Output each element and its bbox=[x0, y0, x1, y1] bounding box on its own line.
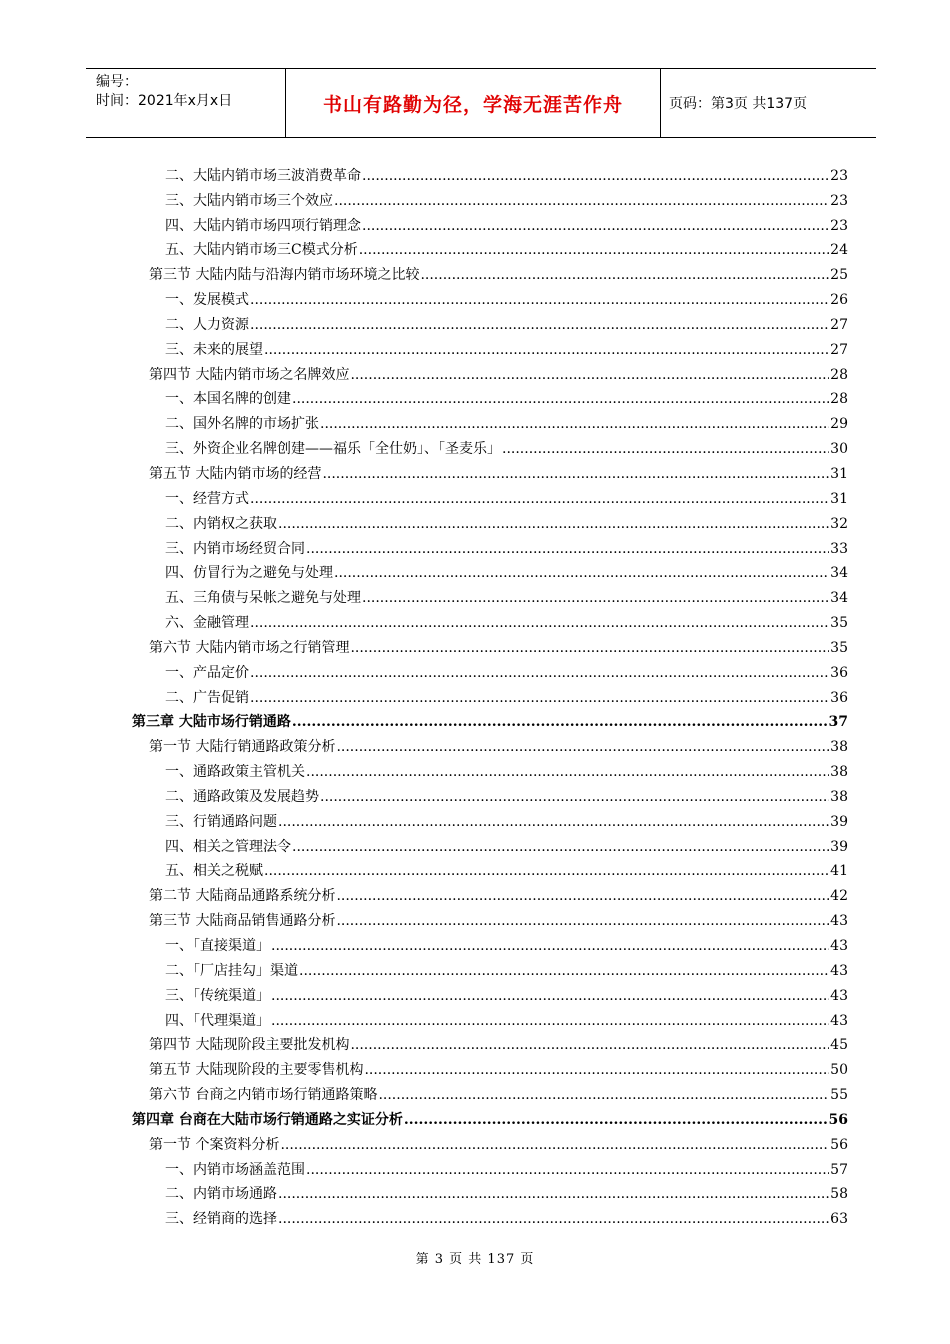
toc-entry-title: 三、外资企业名牌创建——福乐「全仕奶」、「圣麦乐」 bbox=[165, 441, 501, 458]
toc-entry[interactable] bbox=[132, 831, 848, 856]
toc-entry[interactable] bbox=[132, 433, 848, 458]
toc-dot-leader bbox=[320, 788, 829, 806]
toc-entry-title: 二、人力资源 bbox=[165, 316, 249, 333]
header-motto: 书山有路勤为径，学海无涯苦作舟 bbox=[286, 69, 661, 137]
toc-entry-page: 41 bbox=[830, 863, 848, 880]
toc-entry-page: 23 bbox=[830, 192, 848, 209]
toc-dot-leader bbox=[350, 366, 829, 384]
header-time-label: 时间：2021年x月x日 bbox=[96, 93, 233, 109]
toc-dot-leader bbox=[404, 1111, 828, 1129]
toc-entry[interactable] bbox=[132, 756, 848, 781]
toc-dot-leader bbox=[336, 887, 829, 905]
header-meta bbox=[86, 69, 286, 137]
toc-entry-title: 一、本国名牌的创建 bbox=[165, 391, 291, 408]
toc-entry[interactable] bbox=[132, 1079, 848, 1104]
toc-entry-page: 43 bbox=[830, 1012, 848, 1029]
toc-entry[interactable] bbox=[132, 1005, 848, 1030]
toc-entry-title: 三、「传统渠道」 bbox=[165, 987, 270, 1004]
toc-entry[interactable] bbox=[132, 1030, 848, 1055]
toc-dot-leader bbox=[280, 1136, 829, 1154]
toc-entry-title: 三、内销市场经贸合同 bbox=[165, 540, 305, 557]
toc-entry[interactable] bbox=[132, 657, 848, 682]
toc-dot-leader bbox=[362, 217, 829, 235]
toc-entry-page: 56 bbox=[828, 1111, 848, 1128]
toc-entry-title: 第三章 大陆市场行销通路 bbox=[132, 714, 291, 731]
toc-entry[interactable] bbox=[132, 1154, 848, 1179]
toc-entry[interactable] bbox=[132, 582, 848, 607]
toc-entry-title: 二、国外名牌的市场扩张 bbox=[165, 416, 319, 433]
toc-entry[interactable] bbox=[132, 185, 848, 210]
toc-entry[interactable] bbox=[132, 632, 848, 657]
toc-entry-title: 二、内销权之获取 bbox=[165, 515, 277, 532]
toc-entry-title: 二、大陆内销市场三波消费革命 bbox=[165, 167, 361, 184]
toc-dot-leader bbox=[322, 465, 829, 483]
toc-dot-leader bbox=[320, 415, 829, 433]
toc-entry-title: 一、通路政策主管机关 bbox=[165, 764, 305, 781]
toc-dot-leader bbox=[292, 390, 829, 408]
toc-entry[interactable] bbox=[132, 334, 848, 359]
toc-entry-title: 四、仿冒行为之避免与处理 bbox=[165, 565, 333, 582]
toc-entry-title: 三、行销通路问题 bbox=[165, 813, 277, 830]
toc-entry[interactable] bbox=[132, 284, 848, 309]
toc-entry-page: 43 bbox=[830, 962, 848, 979]
toc-dot-leader bbox=[278, 813, 829, 831]
toc-entry-title: 三、经销商的选择 bbox=[165, 1211, 277, 1228]
toc-entry-title: 二、「厂店挂勾」渠道 bbox=[165, 962, 298, 979]
table-of-contents bbox=[132, 160, 848, 1228]
toc-entry-page: 34 bbox=[830, 590, 848, 607]
toc-entry-page: 43 bbox=[830, 938, 848, 954]
toc-entry[interactable] bbox=[132, 781, 848, 806]
toc-entry[interactable] bbox=[132, 1203, 848, 1228]
toc-entry-page: 28 bbox=[830, 391, 848, 408]
toc-dot-leader bbox=[362, 167, 829, 185]
toc-entry-page: 39 bbox=[830, 813, 848, 830]
toc-entry-title: 第一节 个案资料分析 bbox=[149, 1136, 280, 1153]
toc-entry-page: 45 bbox=[830, 1037, 848, 1054]
toc-dot-leader bbox=[336, 738, 829, 756]
toc-dot-leader bbox=[278, 1185, 829, 1203]
toc-entry-title: 四、「代理渠道」 bbox=[165, 1012, 270, 1029]
toc-dot-leader bbox=[250, 291, 829, 309]
toc-dot-leader bbox=[306, 1161, 829, 1179]
toc-dot-leader bbox=[271, 1012, 829, 1030]
toc-entry-title: 第三节 大陆商品销售通路分析 bbox=[149, 913, 336, 930]
toc-dot-leader bbox=[378, 1086, 829, 1104]
toc-dot-leader bbox=[250, 664, 829, 682]
toc-entry-page: 37 bbox=[828, 714, 848, 731]
toc-entry-page: 38 bbox=[830, 739, 848, 756]
header-page-info: 页码：第3页 共137页 bbox=[669, 96, 808, 112]
toc-entry-page: 56 bbox=[830, 1136, 848, 1153]
toc-entry-title: 五、三角债与呆帐之避免与处理 bbox=[165, 590, 361, 607]
toc-entry-page: 32 bbox=[830, 515, 848, 532]
toc-entry-title: 一、「直接渠道」 bbox=[165, 938, 270, 954]
toc-dot-leader bbox=[250, 614, 829, 632]
toc-entry-title: 一、发展模式 bbox=[165, 292, 249, 309]
toc-entry-title: 二、通路政策及发展趋势 bbox=[165, 788, 319, 805]
toc-dot-leader bbox=[364, 1061, 829, 1079]
toc-dot-leader bbox=[264, 341, 829, 359]
toc-entry-title: 一、经营方式 bbox=[165, 490, 249, 507]
toc-dot-leader bbox=[350, 639, 829, 657]
toc-dot-leader bbox=[292, 838, 829, 856]
toc-entry-title: 三、大陆内销市场三个效应 bbox=[165, 192, 333, 209]
toc-dot-leader bbox=[250, 490, 829, 508]
toc-entry-title: 三、未来的展望 bbox=[165, 341, 263, 358]
toc-entry[interactable] bbox=[132, 259, 848, 284]
toc-dot-leader bbox=[292, 713, 828, 731]
toc-dot-leader bbox=[278, 1210, 829, 1228]
toc-dot-leader bbox=[278, 515, 829, 533]
toc-entry[interactable] bbox=[132, 210, 848, 235]
toc-entry[interactable] bbox=[132, 806, 848, 831]
header-number-label: 编号： bbox=[96, 74, 138, 90]
toc-entry-page: 36 bbox=[830, 664, 848, 681]
toc-entry-page: 58 bbox=[830, 1186, 848, 1203]
toc-entry-page: 23 bbox=[830, 167, 848, 184]
toc-dot-leader bbox=[264, 862, 829, 880]
toc-entry-page: 39 bbox=[830, 838, 848, 855]
toc-dot-leader bbox=[359, 241, 829, 259]
toc-entry-title: 五、大陆内销市场三C模式分析 bbox=[165, 242, 358, 259]
toc-entry-page: 27 bbox=[830, 341, 848, 358]
page-header bbox=[86, 68, 876, 138]
toc-entry-title: 第一节 大陆行销通路政策分析 bbox=[149, 739, 336, 756]
toc-entry-page: 25 bbox=[830, 267, 848, 284]
toc-dot-leader bbox=[420, 266, 829, 284]
toc-entry-page: 50 bbox=[830, 1062, 848, 1079]
toc-entry-page: 38 bbox=[830, 788, 848, 805]
toc-dot-leader bbox=[250, 689, 829, 707]
toc-entry-page: 31 bbox=[830, 490, 848, 507]
toc-entry[interactable] bbox=[132, 980, 848, 1005]
toc-dot-leader bbox=[306, 540, 829, 558]
toc-entry[interactable] bbox=[132, 384, 848, 409]
toc-entry-title: 二、广告促销 bbox=[165, 689, 249, 706]
toc-entry-page: 26 bbox=[830, 292, 848, 309]
toc-entry-page: 38 bbox=[830, 764, 848, 781]
toc-entry-page: 55 bbox=[830, 1087, 848, 1104]
toc-entry-title: 第四节 大陆内销市场之名牌效应 bbox=[149, 366, 350, 383]
toc-dot-leader bbox=[271, 987, 829, 1005]
toc-entry-title: 第二节 大陆商品通路系统分析 bbox=[149, 888, 336, 905]
toc-entry-page: 33 bbox=[830, 540, 848, 557]
toc-dot-leader bbox=[306, 763, 829, 781]
toc-entry[interactable] bbox=[132, 707, 848, 732]
toc-entry-page: 36 bbox=[830, 689, 848, 706]
toc-entry-title: 第六节 台商之内销市场行销通路策略 bbox=[149, 1087, 378, 1104]
toc-dot-leader bbox=[334, 192, 829, 210]
toc-dot-leader bbox=[250, 316, 829, 334]
toc-entry-title: 第三节 大陆内陆与沿海内销市场环境之比较 bbox=[149, 267, 420, 284]
toc-entry-page: 63 bbox=[830, 1211, 848, 1228]
toc-entry-page: 30 bbox=[830, 441, 848, 458]
toc-entry-title: 第四章 台商在大陆市场行销通路之实证分析 bbox=[132, 1111, 403, 1128]
toc-entry[interactable] bbox=[132, 235, 848, 260]
toc-dot-leader bbox=[502, 440, 829, 458]
toc-entry-page: 29 bbox=[830, 416, 848, 433]
toc-entry[interactable] bbox=[132, 160, 848, 185]
toc-entry-title: 二、内销市场通路 bbox=[165, 1186, 277, 1203]
toc-entry[interactable] bbox=[132, 483, 848, 508]
toc-dot-leader bbox=[362, 589, 829, 607]
toc-entry[interactable] bbox=[132, 607, 848, 632]
toc-entry[interactable] bbox=[132, 682, 848, 707]
toc-entry-title: 六、金融管理 bbox=[165, 615, 249, 632]
toc-entry-page: 27 bbox=[830, 316, 848, 333]
toc-entry[interactable] bbox=[132, 1054, 848, 1079]
toc-entry[interactable] bbox=[132, 1129, 848, 1154]
toc-entry[interactable] bbox=[132, 880, 848, 905]
toc-entry[interactable] bbox=[132, 533, 848, 558]
toc-entry[interactable] bbox=[132, 905, 848, 930]
toc-entry-page: 43 bbox=[830, 987, 848, 1004]
toc-entry[interactable] bbox=[132, 508, 848, 533]
toc-entry-title: 第五节 大陆现阶段的主要零售机构 bbox=[149, 1062, 364, 1079]
toc-entry-title: 五、相关之税赋 bbox=[165, 863, 263, 880]
toc-entry-page: 35 bbox=[830, 615, 848, 632]
toc-entry[interactable] bbox=[132, 408, 848, 433]
toc-entry[interactable] bbox=[132, 309, 848, 334]
toc-entry-page: 23 bbox=[830, 217, 848, 234]
toc-entry-title: 第五节 大陆内销市场的经营 bbox=[149, 465, 322, 482]
toc-entry-title: 一、内销市场涵盖范围 bbox=[165, 1161, 305, 1178]
toc-entry-page: 42 bbox=[830, 888, 848, 905]
toc-entry-title: 四、大陆内销市场四项行销理念 bbox=[165, 217, 361, 234]
toc-entry[interactable] bbox=[132, 359, 848, 384]
toc-entry[interactable] bbox=[132, 1179, 848, 1204]
toc-entry-title: 一、产品定价 bbox=[165, 664, 249, 681]
toc-entry-page: 35 bbox=[830, 639, 848, 656]
toc-entry[interactable] bbox=[132, 731, 848, 756]
toc-dot-leader bbox=[350, 1036, 829, 1054]
toc-entry[interactable] bbox=[132, 856, 848, 881]
toc-entry[interactable] bbox=[132, 930, 848, 955]
toc-entry-page: 43 bbox=[830, 913, 848, 930]
toc-dot-leader bbox=[271, 937, 829, 955]
toc-dot-leader bbox=[336, 912, 829, 930]
toc-entry[interactable] bbox=[132, 1104, 848, 1129]
toc-entry-page: 24 bbox=[830, 242, 848, 259]
toc-entry-page: 57 bbox=[830, 1161, 848, 1178]
toc-entry-title: 四、相关之管理法令 bbox=[165, 838, 291, 855]
toc-entry[interactable] bbox=[132, 955, 848, 980]
page-footer: 第 3 页 共 137 页 bbox=[415, 1252, 535, 1267]
toc-entry[interactable] bbox=[132, 558, 848, 583]
toc-dot-leader bbox=[299, 962, 829, 980]
toc-entry-page: 28 bbox=[830, 366, 848, 383]
toc-dot-leader bbox=[334, 564, 829, 582]
toc-entry-page: 34 bbox=[830, 565, 848, 582]
toc-entry-title: 第六节 大陆内销市场之行销管理 bbox=[149, 639, 350, 656]
toc-entry[interactable] bbox=[132, 458, 848, 483]
toc-entry-title: 第四节 大陆现阶段主要批发机构 bbox=[149, 1037, 350, 1054]
toc-entry-page: 31 bbox=[830, 465, 848, 482]
